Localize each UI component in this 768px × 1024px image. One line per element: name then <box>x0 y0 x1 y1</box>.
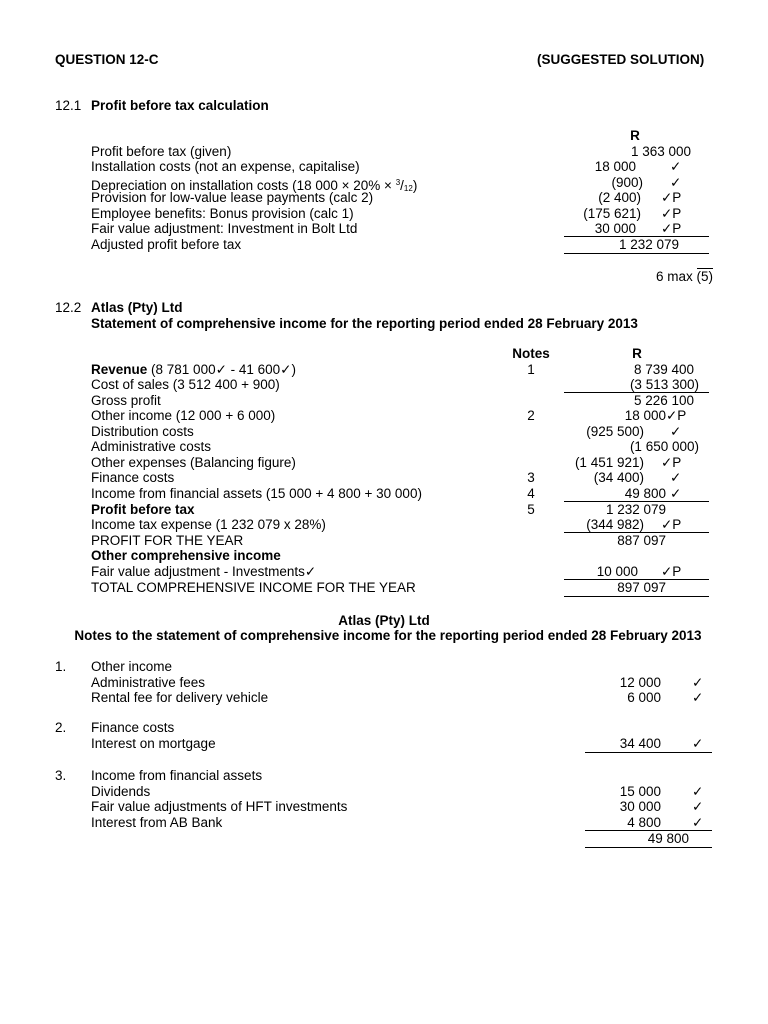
row-label: Installation costs (not an expense, capitalise) <box>91 159 360 174</box>
row-amount: 30 000 <box>594 221 636 236</box>
row-label: Finance costs <box>91 470 175 485</box>
item-amount: 15 000 <box>619 784 661 799</box>
row-amount: (925 500) <box>586 424 644 439</box>
note-number: 1. <box>55 659 67 674</box>
row-label: Provision for low-value lease payments (calc 2) <box>91 190 374 205</box>
row-label: Administrative costs <box>91 439 212 454</box>
notes-header: Notes <box>512 346 550 361</box>
row-label: Other income (12 000 + 6 000) <box>91 408 276 423</box>
check-mark: ✓ <box>670 486 682 501</box>
check-mark: ✓ <box>692 736 704 751</box>
row-amount: (344 982) <box>586 517 644 532</box>
row-amount: 887 097 <box>617 533 666 548</box>
row-label: Income tax expense (1 232 079 x 28%) <box>91 517 326 532</box>
check-mark: ✓ <box>692 690 704 705</box>
check-mark: ✓P <box>661 206 682 221</box>
check-mark: ✓ <box>670 424 682 439</box>
note-total: 49 800 <box>647 831 689 846</box>
company-name: Atlas (Pty) Ltd <box>91 300 183 315</box>
row-note: 4 <box>527 486 535 501</box>
notes-company-name: Atlas (Pty) Ltd <box>338 613 430 628</box>
row-label: Distribution costs <box>91 424 194 439</box>
row-amount: 18 000 <box>594 159 636 174</box>
row-label: Cost of sales (3 512 400 + 900) <box>91 377 280 392</box>
row-note: 1 <box>527 362 535 377</box>
row-amount: (900) <box>611 175 643 190</box>
row-amount: 49 800 <box>624 486 666 501</box>
note-heading: Income from financial assets <box>91 768 263 783</box>
note-number: 3. <box>55 768 67 783</box>
check-mark: ✓P <box>661 190 682 205</box>
item-label: Interest on mortgage <box>91 736 216 751</box>
row-note: 5 <box>527 502 535 517</box>
marks-total: 6 max (5) <box>655 269 713 284</box>
check-mark: ✓P <box>661 455 682 470</box>
row-label: Other comprehensive income <box>91 548 281 563</box>
row-label: PROFIT FOR THE YEAR <box>91 533 244 548</box>
section-number: 12.1 <box>55 98 82 113</box>
item-label: Rental fee for delivery vehicle <box>91 690 269 705</box>
row-amount: (3 513 300) <box>629 377 699 392</box>
check-mark: ✓P <box>661 564 682 579</box>
row-label: Fair value adjustment: Investment in Bolt Ltd <box>91 221 358 236</box>
item-amount: 12 000 <box>619 675 661 690</box>
item-amount: 34 400 <box>619 736 661 751</box>
total-line <box>585 847 712 848</box>
solution-label: (SUGGESTED SOLUTION) <box>537 52 705 67</box>
row-note: 2 <box>527 408 535 423</box>
row-amount: (1 650 000) <box>629 439 699 454</box>
check-mark: ✓ <box>692 815 704 830</box>
row-label: Gross profit <box>91 393 161 408</box>
check-mark: ✓P <box>666 408 687 423</box>
row-amount: (1 451 921) <box>574 455 644 470</box>
row-label: Profit before tax (given) <box>91 144 232 159</box>
row-note: 3 <box>527 470 535 485</box>
row-amount: 10 000 <box>596 564 638 579</box>
check-mark: ✓P <box>661 221 682 236</box>
row-label: Depreciation on installation costs (18 $000 \times 20\% \times ^3/_{12}$) <box>91 178 418 193</box>
note-heading: Finance costs <box>91 720 175 735</box>
item-amount: 4 800 <box>627 815 661 830</box>
section-number: 12.2 <box>55 300 82 315</box>
check-mark: ✓ <box>670 175 682 190</box>
row-label: Fair value adjustment - Investments✓ <box>91 564 317 579</box>
note-heading: Other income <box>91 659 173 674</box>
statement-title: Statement of comprehensive income for the reporting period ended 28 February 2013 <box>91 316 638 331</box>
item-label: Administrative fees <box>91 675 206 690</box>
check-mark: ✓P <box>661 517 682 532</box>
notes-title: Notes to the statement of comprehensive income for the reporting period ended 28 February 2013 <box>74 628 702 643</box>
section-title: Profit before tax calculation <box>91 98 269 113</box>
row-amount: 897 097 <box>617 580 666 595</box>
row-label: Other expenses (Balancing figure) <box>91 455 296 470</box>
row-amount: 1 232 079 <box>605 502 666 517</box>
total-line <box>564 253 709 254</box>
currency-header: R <box>632 346 642 361</box>
total-line <box>564 596 709 597</box>
item-amount: 30 000 <box>619 799 661 814</box>
check-mark: ✓ <box>670 470 682 485</box>
item-amount: 6 000 <box>627 690 661 705</box>
row-amount: (2 400) <box>598 190 641 205</box>
row-label: Revenue (8 781 000✓ - 41 600✓) <box>91 362 296 377</box>
row-label: Employee benefits: Bonus provision (calc 1) <box>91 206 354 221</box>
check-mark: ✓ <box>692 799 704 814</box>
check-mark: ✓ <box>670 159 682 174</box>
row-amount: (175 621) <box>583 206 641 221</box>
row-amount: 5 226 100 <box>633 393 694 408</box>
row-label: TOTAL COMPREHENSIVE INCOME FOR THE YEAR <box>91 580 416 595</box>
row-label: Profit before tax <box>91 502 195 517</box>
row-amount: 1 363 000 <box>630 144 691 159</box>
item-label: Interest from AB Bank <box>91 815 223 830</box>
row-label: Adjusted profit before tax <box>91 237 242 252</box>
check-mark: ✓ <box>692 784 704 799</box>
item-label: Dividends <box>91 784 151 799</box>
item-label: Fair value adjustments of HFT investments <box>91 799 348 814</box>
row-label: Income from financial assets (15 000 + 4 800 + 30 000) <box>91 486 422 501</box>
row-amount: 1 232 079 <box>618 237 679 252</box>
note-number: 2. <box>55 720 67 735</box>
total-line <box>585 752 712 753</box>
row-amount: (34 400) <box>593 470 644 485</box>
question-title: QUESTION 12-C <box>55 52 159 67</box>
row-amount: 8 739 400 <box>633 362 694 377</box>
row-amount: 18 000 <box>624 408 666 423</box>
currency-header: R <box>630 128 640 143</box>
check-mark: ✓ <box>692 675 704 690</box>
